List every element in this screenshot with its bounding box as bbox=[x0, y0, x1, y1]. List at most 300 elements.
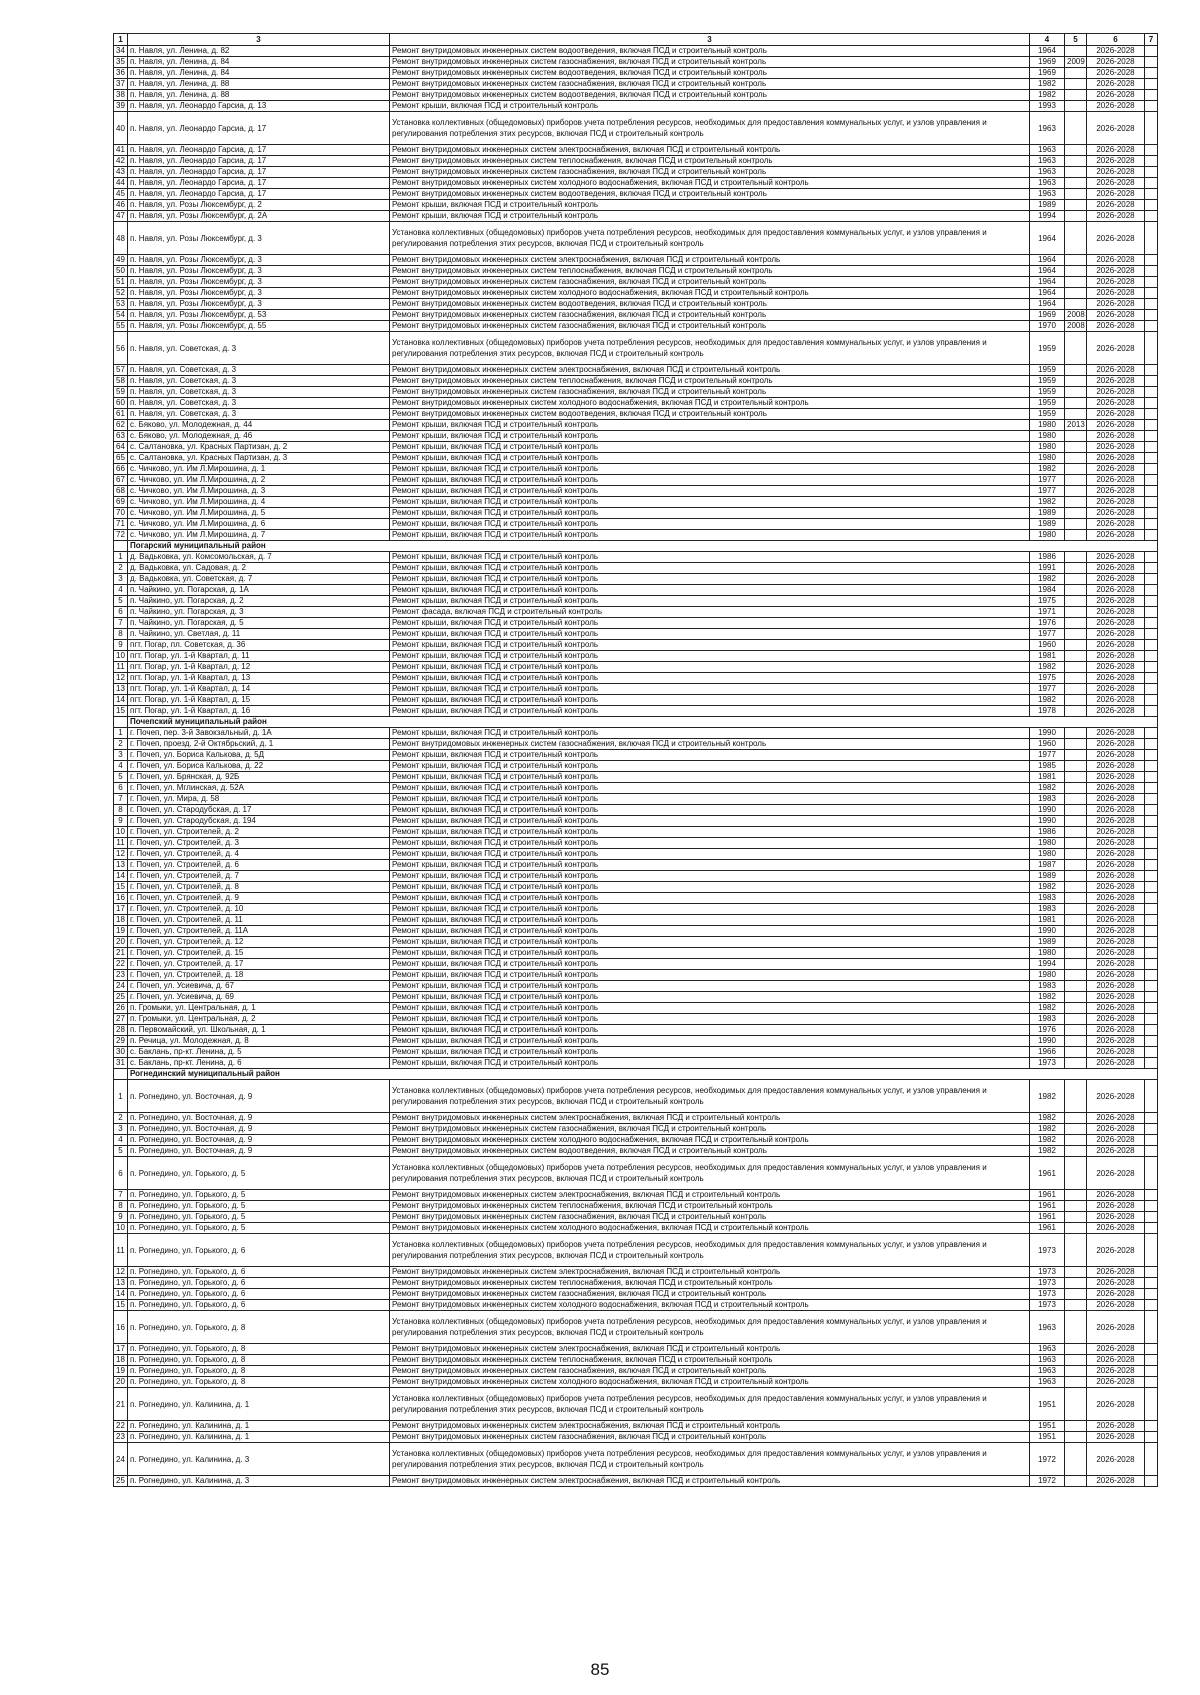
table-row bbox=[114, 794, 1158, 805]
last-repair-cell bbox=[1065, 915, 1087, 926]
row-number: 69 bbox=[114, 497, 128, 508]
year-built-cell: 1983 bbox=[1030, 794, 1065, 805]
work-type-cell: Ремонт внутридомовых инженерных систем холодного водоснабжения, включая ПСД и строительный контроль bbox=[390, 398, 1030, 409]
work-type-cell: Ремонт внутридомовых инженерных систем водоотведения, включая ПСД и строительный контроль bbox=[390, 189, 1030, 200]
empty-cell bbox=[1145, 563, 1158, 574]
address-cell: г. Почеп, ул. Строителей, д. 11 bbox=[128, 915, 390, 926]
address-cell: п. Громыки, ул. Центральная, д. 1 bbox=[128, 1003, 390, 1014]
table-row bbox=[114, 607, 1158, 618]
row-number: 21 bbox=[114, 1388, 128, 1421]
period-cell: 2026-2028 bbox=[1087, 783, 1145, 794]
period-cell: 2026-2028 bbox=[1087, 827, 1145, 838]
empty-cell bbox=[1145, 508, 1158, 519]
empty-cell bbox=[1145, 1212, 1158, 1223]
last-repair-cell bbox=[1065, 1201, 1087, 1212]
row-number: 54 bbox=[114, 310, 128, 321]
work-type-cell: Ремонт крыши, включая ПСД и строительный контроль bbox=[390, 706, 1030, 717]
section-row bbox=[114, 1069, 1158, 1080]
row-number: 4 bbox=[114, 585, 128, 596]
year-built-cell: 1980 bbox=[1030, 442, 1065, 453]
address-cell: п. Рогнедино, ул. Горького, д. 5 bbox=[128, 1223, 390, 1234]
year-built-cell: 1977 bbox=[1030, 750, 1065, 761]
row-number: 5 bbox=[114, 772, 128, 783]
address-cell: г. Почеп, ул. Строителей, д. 9 bbox=[128, 893, 390, 904]
address-cell: с. Баклань, пр-кт. Ленина, д. 5 bbox=[128, 1047, 390, 1058]
empty-cell bbox=[1145, 310, 1158, 321]
table-row bbox=[114, 805, 1158, 816]
work-type-cell: Ремонт внутридомовых инженерных систем водоотведения, включая ПСД и строительный контроль bbox=[390, 68, 1030, 79]
last-repair-cell bbox=[1065, 761, 1087, 772]
last-repair-cell bbox=[1065, 1234, 1087, 1267]
work-type-cell: Ремонт крыши, включая ПСД и строительный контроль bbox=[390, 772, 1030, 783]
row-number: 19 bbox=[114, 926, 128, 937]
table-row bbox=[114, 167, 1158, 178]
empty-cell bbox=[1145, 585, 1158, 596]
period-cell: 2026-2028 bbox=[1087, 508, 1145, 519]
table-row bbox=[114, 838, 1158, 849]
period-cell: 2026-2028 bbox=[1087, 431, 1145, 442]
work-type-cell: Ремонт внутридомовых инженерных систем газоснабжения, включая ПСД и строительный контроль bbox=[390, 1366, 1030, 1377]
empty-cell bbox=[1145, 893, 1158, 904]
row-number: 30 bbox=[114, 1047, 128, 1058]
year-built-cell: 1961 bbox=[1030, 1190, 1065, 1201]
period-cell: 2026-2028 bbox=[1087, 1014, 1145, 1025]
last-repair-cell bbox=[1065, 1476, 1087, 1487]
address-cell: п. Рогнедино, ул. Горького, д. 5 bbox=[128, 1201, 390, 1212]
row-number: 1 bbox=[114, 1080, 128, 1113]
last-repair-cell bbox=[1065, 739, 1087, 750]
table-row bbox=[114, 310, 1158, 321]
period-cell: 2026-2028 bbox=[1087, 178, 1145, 189]
table-row bbox=[114, 849, 1158, 860]
period-cell: 2026-2028 bbox=[1087, 1267, 1145, 1278]
period-cell: 2026-2028 bbox=[1087, 959, 1145, 970]
period-cell: 2026-2028 bbox=[1087, 1234, 1145, 1267]
period-cell: 2026-2028 bbox=[1087, 1157, 1145, 1190]
work-type-cell: Ремонт крыши, включая ПСД и строительный контроль bbox=[390, 442, 1030, 453]
row-number: 66 bbox=[114, 464, 128, 475]
last-repair-cell bbox=[1065, 453, 1087, 464]
period-cell: 2026-2028 bbox=[1087, 1003, 1145, 1014]
year-built-cell: 1964 bbox=[1030, 46, 1065, 57]
last-repair-cell bbox=[1065, 1025, 1087, 1036]
row-number: 12 bbox=[114, 1267, 128, 1278]
table-row bbox=[114, 1190, 1158, 1201]
empty-cell bbox=[1145, 1124, 1158, 1135]
address-cell: п. Навля, ул. Советская, д. 3 bbox=[128, 376, 390, 387]
table-row bbox=[114, 728, 1158, 739]
period-cell: 2026-2028 bbox=[1087, 882, 1145, 893]
year-built-cell: 1976 bbox=[1030, 618, 1065, 629]
last-repair-cell bbox=[1065, 882, 1087, 893]
address-cell: п. Рогнедино, ул. Восточная, д. 9 bbox=[128, 1124, 390, 1135]
period-cell: 2026-2028 bbox=[1087, 57, 1145, 68]
year-built-cell: 1982 bbox=[1030, 1003, 1065, 1014]
empty-cell bbox=[1145, 1311, 1158, 1344]
period-cell: 2026-2028 bbox=[1087, 772, 1145, 783]
address-cell: п. Рогнедино, ул. Восточная, д. 9 bbox=[128, 1080, 390, 1113]
empty-cell bbox=[1145, 794, 1158, 805]
work-type-cell: Ремонт крыши, включая ПСД и строительный контроль bbox=[390, 1014, 1030, 1025]
last-repair-cell bbox=[1065, 904, 1087, 915]
period-cell: 2026-2028 bbox=[1087, 706, 1145, 717]
last-repair-cell bbox=[1065, 266, 1087, 277]
empty-cell bbox=[1145, 376, 1158, 387]
empty-cell bbox=[1145, 398, 1158, 409]
work-type-cell: Ремонт внутридомовых инженерных систем теплоснабжения, включая ПСД и строительный контроль bbox=[390, 1355, 1030, 1366]
period-cell: 2026-2028 bbox=[1087, 79, 1145, 90]
work-type-cell: Ремонт внутридомовых инженерных систем газоснабжения, включая ПСД и строительный контроль bbox=[390, 1212, 1030, 1223]
last-repair-cell bbox=[1065, 376, 1087, 387]
row-number: 18 bbox=[114, 1355, 128, 1366]
table-row bbox=[114, 750, 1158, 761]
year-built-cell: 1982 bbox=[1030, 783, 1065, 794]
work-type-cell: Ремонт внутридомовых инженерных систем водоотведения, включая ПСД и строительный контроль bbox=[390, 46, 1030, 57]
table-row bbox=[114, 431, 1158, 442]
address-cell: г. Почеп, ул. Строителей, д. 7 bbox=[128, 871, 390, 882]
table-row bbox=[114, 893, 1158, 904]
header-cell: 1 bbox=[114, 34, 128, 46]
empty-cell bbox=[1145, 915, 1158, 926]
address-cell: п. Навля, ул. Советская, д. 3 bbox=[128, 409, 390, 420]
address-cell: п. Навля, ул. Леонардо Гарсиа, д. 17 bbox=[128, 156, 390, 167]
row-number: 25 bbox=[114, 1476, 128, 1487]
work-type-cell: Ремонт внутридомовых инженерных систем холодного водоснабжения, включая ПСД и строительный контроль bbox=[390, 1135, 1030, 1146]
table-row bbox=[114, 1157, 1158, 1190]
last-repair-cell bbox=[1065, 1223, 1087, 1234]
address-cell: с. Чичково, ул. Им Л.Мирошина, д. 1 bbox=[128, 464, 390, 475]
work-type-cell: Ремонт внутридомовых инженерных систем газоснабжения, включая ПСД и строительный контроль bbox=[390, 1124, 1030, 1135]
period-cell: 2026-2028 bbox=[1087, 376, 1145, 387]
row-number: 49 bbox=[114, 255, 128, 266]
empty-cell bbox=[1145, 519, 1158, 530]
table-row bbox=[114, 112, 1158, 145]
empty-cell bbox=[1145, 673, 1158, 684]
period-cell: 2026-2028 bbox=[1087, 475, 1145, 486]
last-repair-cell bbox=[1065, 948, 1087, 959]
address-cell: г. Почеп, ул. Строителей, д. 6 bbox=[128, 860, 390, 871]
work-type-cell: Ремонт внутридомовых инженерных систем электроснабжения, включая ПСД и строительный контроль bbox=[390, 145, 1030, 156]
year-built-cell: 1989 bbox=[1030, 937, 1065, 948]
work-type-cell: Ремонт внутридомовых инженерных систем электроснабжения, включая ПСД и строительный контроль bbox=[390, 1476, 1030, 1487]
table-row bbox=[114, 673, 1158, 684]
work-type-cell: Ремонт внутридомовых инженерных систем газоснабжения, включая ПСД и строительный контроль bbox=[390, 79, 1030, 90]
row-number: 16 bbox=[114, 893, 128, 904]
empty-cell bbox=[1145, 1025, 1158, 1036]
year-built-cell: 1963 bbox=[1030, 178, 1065, 189]
row-number: 3 bbox=[114, 574, 128, 585]
empty-cell bbox=[1145, 57, 1158, 68]
last-repair-cell bbox=[1065, 189, 1087, 200]
row-number: 38 bbox=[114, 90, 128, 101]
last-repair-cell bbox=[1065, 1003, 1087, 1014]
period-cell: 2026-2028 bbox=[1087, 530, 1145, 541]
empty-cell bbox=[1145, 860, 1158, 871]
row-number: 48 bbox=[114, 222, 128, 255]
year-built-cell: 1963 bbox=[1030, 112, 1065, 145]
empty-cell bbox=[1145, 684, 1158, 695]
table-row bbox=[114, 365, 1158, 376]
row-number: 24 bbox=[114, 981, 128, 992]
year-built-cell: 1982 bbox=[1030, 1146, 1065, 1157]
row-number: 6 bbox=[114, 607, 128, 618]
last-repair-cell bbox=[1065, 1421, 1087, 1432]
empty-cell bbox=[1145, 739, 1158, 750]
table-row bbox=[114, 937, 1158, 948]
last-repair-cell bbox=[1065, 475, 1087, 486]
empty-cell bbox=[1145, 332, 1158, 365]
work-type-cell: Ремонт крыши, включая ПСД и строительный контроль bbox=[390, 882, 1030, 893]
address-cell: д. Вадьковка, ул. Комсомольская, д. 7 bbox=[128, 552, 390, 563]
last-repair-cell bbox=[1065, 200, 1087, 211]
empty-cell bbox=[1145, 530, 1158, 541]
year-built-cell: 1977 bbox=[1030, 475, 1065, 486]
period-cell: 2026-2028 bbox=[1087, 1146, 1145, 1157]
empty-cell bbox=[1145, 948, 1158, 959]
period-cell: 2026-2028 bbox=[1087, 1223, 1145, 1234]
year-built-cell: 1982 bbox=[1030, 1124, 1065, 1135]
year-built-cell: 1964 bbox=[1030, 299, 1065, 310]
empty-cell bbox=[1145, 1036, 1158, 1047]
period-cell: 2026-2028 bbox=[1087, 1311, 1145, 1344]
empty-cell bbox=[1145, 629, 1158, 640]
address-cell: п. Рогнедино, ул. Горького, д. 6 bbox=[128, 1234, 390, 1267]
row-number: 56 bbox=[114, 332, 128, 365]
table-row bbox=[114, 57, 1158, 68]
last-repair-cell bbox=[1065, 783, 1087, 794]
period-cell: 2026-2028 bbox=[1087, 728, 1145, 739]
row-number: 72 bbox=[114, 530, 128, 541]
year-built-cell: 1980 bbox=[1030, 431, 1065, 442]
row-number: 40 bbox=[114, 112, 128, 145]
year-built-cell: 1990 bbox=[1030, 728, 1065, 739]
year-built-cell: 1986 bbox=[1030, 827, 1065, 838]
work-type-cell: Ремонт крыши, включая ПСД и строительный контроль bbox=[390, 981, 1030, 992]
address-cell: г. Почеп, ул. Строителей, д. 12 bbox=[128, 937, 390, 948]
last-repair-cell bbox=[1065, 90, 1087, 101]
empty-cell bbox=[1145, 1421, 1158, 1432]
address-cell: п. Навля, ул. Леонардо Гарсиа, д. 17 bbox=[128, 178, 390, 189]
row-number: 1 bbox=[114, 728, 128, 739]
work-type-cell: Ремонт внутридомовых инженерных систем газоснабжения, включая ПСД и строительный контроль bbox=[390, 167, 1030, 178]
row-number: 1 bbox=[114, 552, 128, 563]
work-type-cell: Ремонт внутридомовых инженерных систем электроснабжения, включая ПСД и строительный контроль bbox=[390, 1190, 1030, 1201]
year-built-cell: 1990 bbox=[1030, 1036, 1065, 1047]
empty-cell bbox=[1145, 222, 1158, 255]
address-cell: п. Навля, ул. Советская, д. 3 bbox=[128, 365, 390, 376]
address-cell: п. Навля, ул. Советская, д. 3 bbox=[128, 387, 390, 398]
row-number: 15 bbox=[114, 882, 128, 893]
address-cell: п. Навля, ул. Ленина, д. 82 bbox=[128, 46, 390, 57]
empty-cell bbox=[1145, 464, 1158, 475]
work-type-cell: Ремонт крыши, включая ПСД и строительный контроль bbox=[390, 926, 1030, 937]
work-type-cell: Установка коллективных (общедомовых) приборов учета потребления ресурсов, необходимых для предоставления коммунальных услуг, и узлов управления и регулирования потребления этих ресурсов, включая ПСД и строительный контроль bbox=[390, 112, 1030, 145]
empty-cell bbox=[1145, 552, 1158, 563]
work-type-cell: Ремонт крыши, включая ПСД и строительный контроль bbox=[390, 948, 1030, 959]
empty-cell bbox=[1145, 1388, 1158, 1421]
work-type-cell: Ремонт крыши, включая ПСД и строительный контроль bbox=[390, 101, 1030, 112]
empty-cell bbox=[1145, 255, 1158, 266]
work-type-cell: Ремонт крыши, включая ПСД и строительный контроль bbox=[390, 640, 1030, 651]
empty-cell bbox=[1145, 1476, 1158, 1487]
year-built-cell: 1978 bbox=[1030, 706, 1065, 717]
address-cell: п. Рогнедино, ул. Горького, д. 5 bbox=[128, 1157, 390, 1190]
address-cell: п. Навля, ул. Ленина, д. 84 bbox=[128, 57, 390, 68]
table-row bbox=[114, 629, 1158, 640]
address-cell: г. Почеп, ул. Строителей, д. 15 bbox=[128, 948, 390, 959]
row-number: 2 bbox=[114, 1113, 128, 1124]
work-type-cell: Ремонт крыши, включая ПСД и строительный контроль bbox=[390, 893, 1030, 904]
period-cell: 2026-2028 bbox=[1087, 486, 1145, 497]
table-row bbox=[114, 288, 1158, 299]
last-repair-cell bbox=[1065, 695, 1087, 706]
empty-cell bbox=[1145, 1443, 1158, 1476]
address-cell: д. Вадьковка, ул. Советская, д. 7 bbox=[128, 574, 390, 585]
address-cell: с. Баклань, пр-кт. Ленина, д. 6 bbox=[128, 1058, 390, 1069]
year-built-cell: 1973 bbox=[1030, 1234, 1065, 1267]
period-cell: 2026-2028 bbox=[1087, 519, 1145, 530]
empty-cell bbox=[1145, 365, 1158, 376]
empty-cell bbox=[1145, 266, 1158, 277]
work-type-cell: Ремонт крыши, включая ПСД и строительный контроль bbox=[390, 959, 1030, 970]
empty-cell bbox=[1145, 1080, 1158, 1113]
period-cell: 2026-2028 bbox=[1087, 585, 1145, 596]
year-built-cell: 1987 bbox=[1030, 860, 1065, 871]
empty-cell bbox=[1145, 321, 1158, 332]
period-cell: 2026-2028 bbox=[1087, 453, 1145, 464]
address-cell: п. Чайкино, ул. Погарская, д. 2 bbox=[128, 596, 390, 607]
last-repair-cell bbox=[1065, 728, 1087, 739]
table-row bbox=[114, 68, 1158, 79]
period-cell: 2026-2028 bbox=[1087, 761, 1145, 772]
section-spacer bbox=[114, 717, 128, 728]
row-number: 8 bbox=[114, 805, 128, 816]
row-number: 17 bbox=[114, 904, 128, 915]
work-type-cell: Ремонт крыши, включая ПСД и строительный контроль bbox=[390, 651, 1030, 662]
table-row bbox=[114, 178, 1158, 189]
address-cell: г. Почеп, ул. Брянская, д. 92Б bbox=[128, 772, 390, 783]
last-repair-cell bbox=[1065, 1289, 1087, 1300]
table-row bbox=[114, 1135, 1158, 1146]
work-type-cell: Ремонт внутридомовых инженерных систем холодного водоснабжения, включая ПСД и строительный контроль bbox=[390, 178, 1030, 189]
row-number: 20 bbox=[114, 937, 128, 948]
empty-cell bbox=[1145, 1377, 1158, 1388]
last-repair-cell bbox=[1065, 1080, 1087, 1113]
period-cell: 2026-2028 bbox=[1087, 1190, 1145, 1201]
year-built-cell: 1982 bbox=[1030, 992, 1065, 1003]
year-built-cell: 1971 bbox=[1030, 607, 1065, 618]
work-type-cell: Ремонт внутридомовых инженерных систем электроснабжения, включая ПСД и строительный контроль bbox=[390, 1267, 1030, 1278]
last-repair-cell bbox=[1065, 167, 1087, 178]
last-repair-cell bbox=[1065, 838, 1087, 849]
table-row bbox=[114, 1432, 1158, 1443]
table-row bbox=[114, 684, 1158, 695]
year-built-cell: 1963 bbox=[1030, 1377, 1065, 1388]
row-number: 24 bbox=[114, 1443, 128, 1476]
last-repair-cell bbox=[1065, 1113, 1087, 1124]
address-cell: п. Рогнедино, ул. Горького, д. 5 bbox=[128, 1212, 390, 1223]
work-type-cell: Ремонт крыши, включая ПСД и строительный контроль bbox=[390, 420, 1030, 431]
work-type-cell: Ремонт внутридомовых инженерных систем холодного водоснабжения, включая ПСД и строительный контроль bbox=[390, 1377, 1030, 1388]
work-type-cell: Установка коллективных (общедомовых) приборов учета потребления ресурсов, необходимых для предоставления коммунальных услуг, и узлов управления и регулирования потребления этих ресурсов, включая ПСД и строительный контроль bbox=[390, 332, 1030, 365]
row-number: 13 bbox=[114, 860, 128, 871]
row-number: 43 bbox=[114, 167, 128, 178]
last-repair-cell bbox=[1065, 937, 1087, 948]
period-cell: 2026-2028 bbox=[1087, 145, 1145, 156]
row-number: 23 bbox=[114, 1432, 128, 1443]
address-cell: с. Чичково, ул. Им Л.Мирошина, д. 3 bbox=[128, 486, 390, 497]
last-repair-cell bbox=[1065, 112, 1087, 145]
address-cell: п. Первомайский, ул. Школьная, д. 1 bbox=[128, 1025, 390, 1036]
empty-cell bbox=[1145, 1432, 1158, 1443]
period-cell: 2026-2028 bbox=[1087, 365, 1145, 376]
table-row bbox=[114, 508, 1158, 519]
address-cell: г. Почеп, ул. Стародубская, д. 17 bbox=[128, 805, 390, 816]
period-cell: 2026-2028 bbox=[1087, 651, 1145, 662]
last-repair-cell bbox=[1065, 959, 1087, 970]
period-cell: 2026-2028 bbox=[1087, 563, 1145, 574]
empty-cell bbox=[1145, 1113, 1158, 1124]
address-cell: г. Почеп, ул. Строителей, д. 10 bbox=[128, 904, 390, 915]
work-type-cell: Ремонт внутридомовых инженерных систем газоснабжения, включая ПСД и строительный контроль bbox=[390, 1289, 1030, 1300]
address-cell: п. Навля, ул. Ленина, д. 84 bbox=[128, 68, 390, 79]
year-built-cell: 1972 bbox=[1030, 1443, 1065, 1476]
row-number: 4 bbox=[114, 761, 128, 772]
period-cell: 2026-2028 bbox=[1087, 1366, 1145, 1377]
header-cell: 5 bbox=[1065, 34, 1087, 46]
empty-cell bbox=[1145, 1003, 1158, 1014]
last-repair-cell bbox=[1065, 156, 1087, 167]
row-number: 71 bbox=[114, 519, 128, 530]
address-cell: п. Рогнедино, ул. Горького, д. 8 bbox=[128, 1311, 390, 1344]
row-number: 39 bbox=[114, 101, 128, 112]
address-cell: г. Почеп, ул. Строителей, д. 11А bbox=[128, 926, 390, 937]
table-row bbox=[114, 145, 1158, 156]
period-cell: 2026-2028 bbox=[1087, 420, 1145, 431]
period-cell: 2026-2028 bbox=[1087, 662, 1145, 673]
year-built-cell: 1963 bbox=[1030, 167, 1065, 178]
row-number: 9 bbox=[114, 1212, 128, 1223]
row-number: 29 bbox=[114, 1036, 128, 1047]
last-repair-cell bbox=[1065, 849, 1087, 860]
year-built-cell: 1982 bbox=[1030, 497, 1065, 508]
period-cell: 2026-2028 bbox=[1087, 101, 1145, 112]
year-built-cell: 1982 bbox=[1030, 90, 1065, 101]
period-cell: 2026-2028 bbox=[1087, 1443, 1145, 1476]
address-cell: п. Навля, ул. Розы Люксембург, д. 3 bbox=[128, 299, 390, 310]
address-cell: п. Навля, ул. Розы Люксембург, д. 2 bbox=[128, 200, 390, 211]
row-number: 14 bbox=[114, 1289, 128, 1300]
period-cell: 2026-2028 bbox=[1087, 629, 1145, 640]
last-repair-cell bbox=[1065, 211, 1087, 222]
last-repair-cell bbox=[1065, 255, 1087, 266]
empty-cell bbox=[1145, 299, 1158, 310]
row-number: 14 bbox=[114, 695, 128, 706]
year-built-cell: 1951 bbox=[1030, 1432, 1065, 1443]
year-built-cell: 1973 bbox=[1030, 1267, 1065, 1278]
work-type-cell: Ремонт крыши, включая ПСД и строительный контроль bbox=[390, 596, 1030, 607]
last-repair-cell bbox=[1065, 332, 1087, 365]
work-type-cell: Ремонт крыши, включая ПСД и строительный контроль bbox=[390, 1025, 1030, 1036]
year-built-cell: 1982 bbox=[1030, 574, 1065, 585]
period-cell: 2026-2028 bbox=[1087, 915, 1145, 926]
work-type-cell: Ремонт крыши, включая ПСД и строительный контроль bbox=[390, 508, 1030, 519]
last-repair-cell bbox=[1065, 1366, 1087, 1377]
row-number: 67 bbox=[114, 475, 128, 486]
last-repair-cell bbox=[1065, 1212, 1087, 1223]
table-row bbox=[114, 1421, 1158, 1432]
period-cell: 2026-2028 bbox=[1087, 409, 1145, 420]
